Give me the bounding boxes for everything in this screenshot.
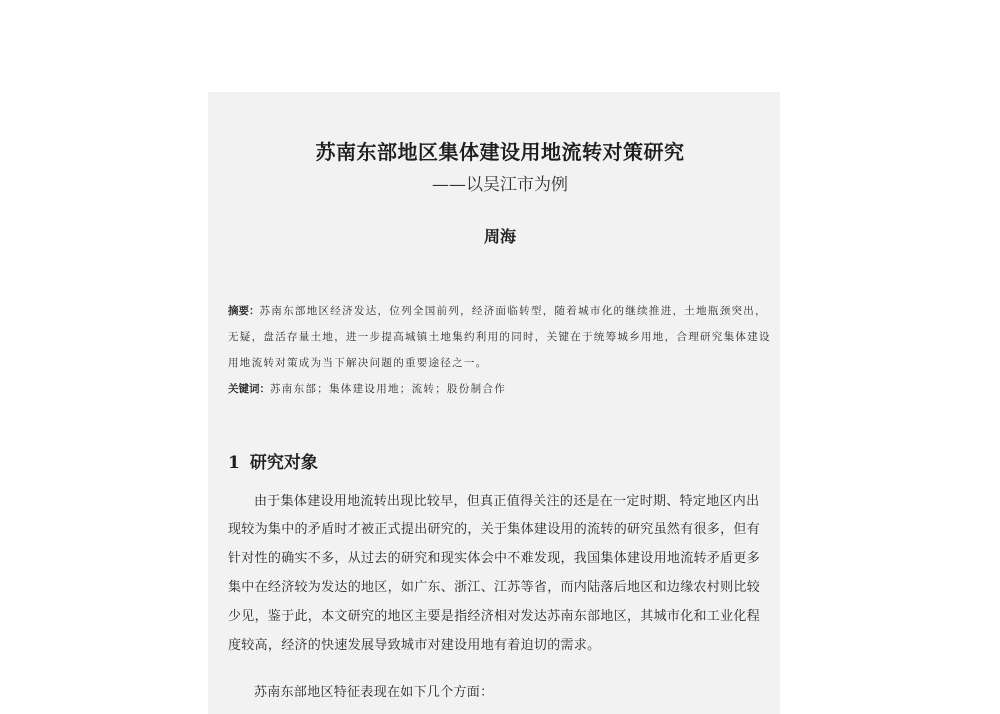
- keywords-line: [228, 381, 506, 396]
- section-number: 1: [228, 453, 240, 473]
- abstract-text: 苏南东部地区经济发达，位列全国前列，经济面临转型，随着城市化的继续推进，土地瓶颈突出，: [259, 305, 767, 317]
- body-text-line: 度较高，经济的快速发展导致城市对建设用地有着迫切的需求。: [228, 638, 601, 653]
- abstract-line: [228, 303, 767, 318]
- paper-title: 苏南东部地区集体建设用地流转对策研究: [315, 140, 685, 164]
- body-text-line: 少见，鉴于此，本文研究的地区主要是指经济相对发达苏南东部地区，其城市化和工业化程: [228, 609, 761, 624]
- abstract-line: 用地流转对策成为当下解决问题的重要途径之一。: [228, 357, 488, 369]
- paper-subtitle: ——以吴江市为例: [432, 175, 568, 195]
- body-text-line: 由于集体建设用地流转出现比较早，但真正值得关注的还是在一定时期、特定地区内出: [254, 494, 760, 509]
- keywords-label: 关键词：: [228, 383, 270, 395]
- abstract-line: 无疑，盘活存量土地，进一步提高城镇土地集约利用的同时，关键在于统筹城乡用地，合理研究集体建设: [228, 331, 771, 343]
- section-title: 研究对象: [249, 453, 318, 473]
- paper-author: 周海: [483, 227, 516, 246]
- keywords-text: 苏南东部；集体建设用地；流转；股份制合作: [270, 383, 506, 395]
- body-text-line: 苏南东部地区特征表现在如下几个方面：: [254, 685, 494, 700]
- section-heading: [228, 448, 318, 473]
- abstract-label: 摘要：: [228, 305, 260, 317]
- body-text-line: 集中在经济较为发达的地区，如广东、浙江、江苏等省，而内陆落后地区和边缘农村则比较: [228, 580, 761, 595]
- body-text-line: 针对性的确实不多，从过去的研究和现实体会中不难发现，我国集体建设用地流转矛盾更多: [228, 551, 761, 566]
- body-text-line: 现较为集中的矛盾时才被正式提出研究的，关于集体建设用的流转的研究虽然有很多，但有: [228, 522, 761, 537]
